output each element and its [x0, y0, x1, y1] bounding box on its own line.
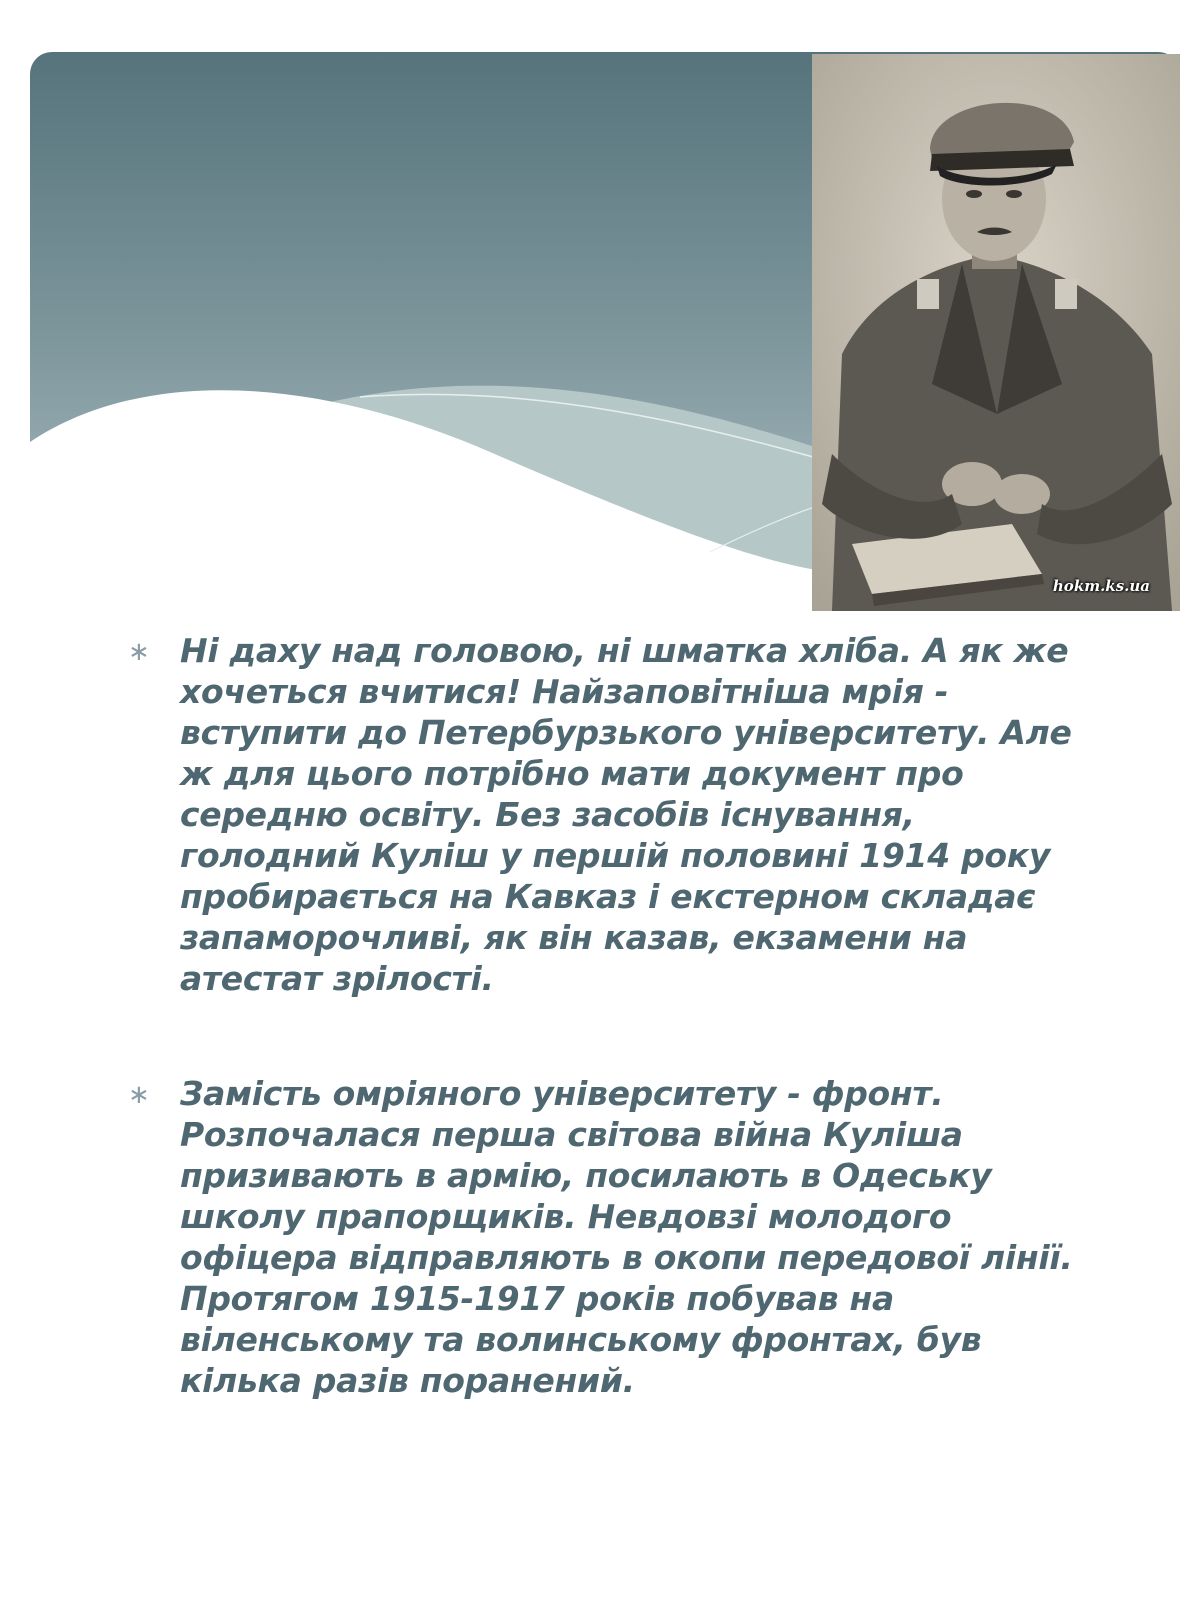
portrait-photo-icon — [812, 54, 1180, 611]
bullet-item — [128, 1073, 1078, 1401]
bullet-item — [128, 630, 1078, 999]
asterisk-bullet-icon: ∗ — [128, 637, 150, 667]
asterisk-bullet-icon: ∗ — [128, 1080, 150, 1110]
bullet-text: Ні даху над головою, ні шматка хліба. А як же хочеться вчитися! Найзаповітніша мрія - вступити до Петербурзького університету. Але ж для цього потрібно мати документ про середню освіту. Без засобів існування, голодний Куліш у першій половині 1914 року пробирається на Кавказ і екстерном складає запаморочливі, як він казав, екзамени на атестат зрілості. — [180, 631, 1072, 998]
photo-caption: hokm.ks.ua — [1052, 577, 1150, 595]
bullet-list — [128, 630, 1078, 1401]
bullet-text: Замість омріяного університету - фронт. Розпочалася перша світова війна Куліша призивають в армію, посилають в Одеську школу прапорщиків. Невдовзі молодого офіцера відправляють в окопи передової лінії. Протягом 1915-1917 років побував на віленському та волинському фронтах, був кілька разів поранений. — [180, 1074, 1073, 1400]
portrait-photo — [812, 54, 1180, 611]
